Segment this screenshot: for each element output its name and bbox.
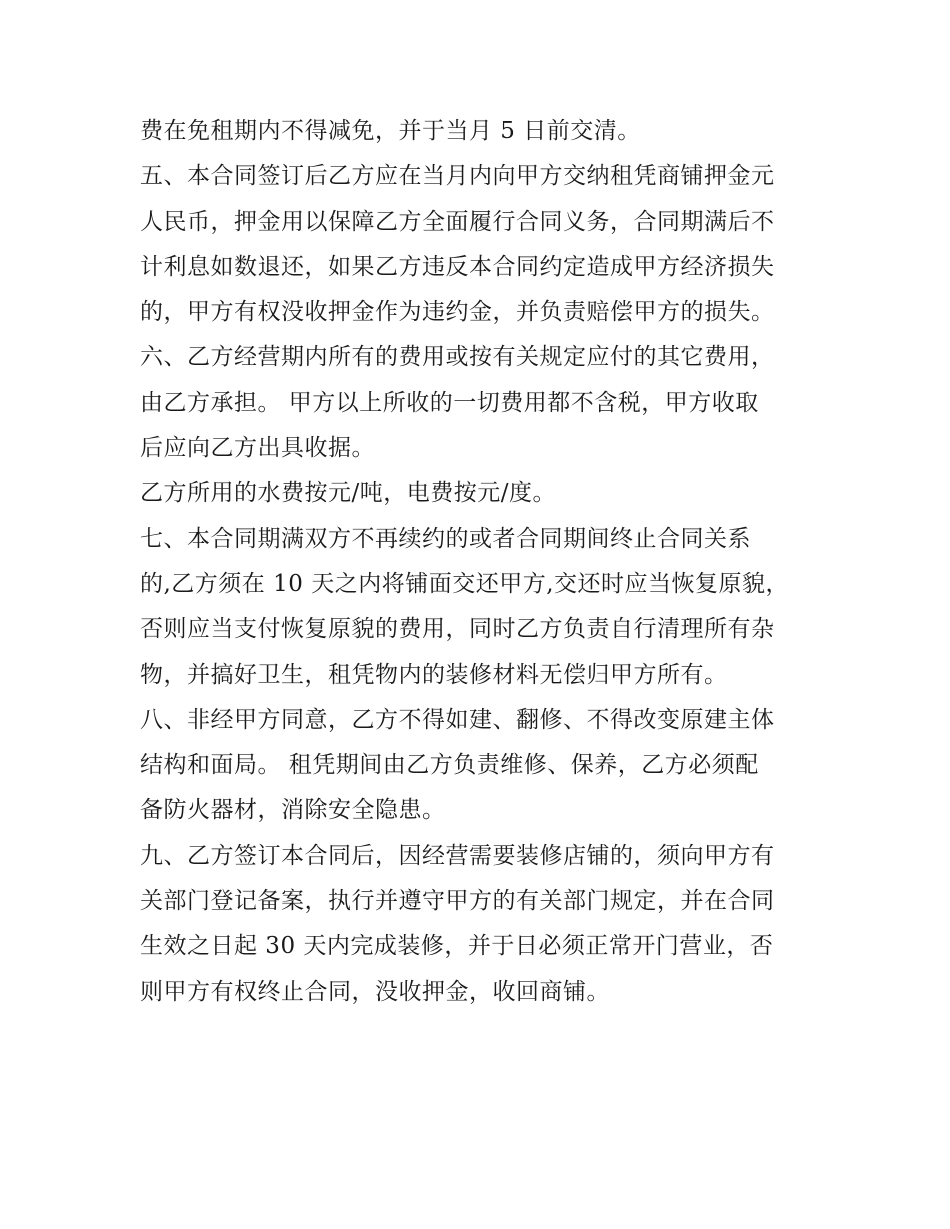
text-line: 生效之日起 30 天内完成装修，并于日必须正常开门营业，否 [140, 933, 774, 960]
text-line: 物，并搞好卫生，租凭物内的装修材料无偿归甲方所有。 [140, 661, 728, 688]
text-line: 否则应当支付恢复原貌的费用，同时乙方负责自行清理所有杂 [140, 616, 775, 643]
text-line: 九、乙方签订本合同后，因经营需要装修店铺的，须向甲方有 [140, 842, 775, 869]
text-line: 费在免租期内不得减免，并于当月 5 日前交清。 [140, 118, 641, 144]
text-line: 的，甲方有权没收押金作为违约金，并负责赔偿甲方的损失。 [140, 299, 775, 326]
text-line: 乙方所用的水费按元/吨，电费按元/度。 [140, 480, 556, 507]
text-line: 备防火器材，消除安全隐患。 [140, 797, 446, 824]
text-line: 五、本合同签订后乙方应在当月内向甲方交纳租凭商铺押金元 [140, 163, 775, 190]
text-line: 结构和面局。 租凭期间由乙方负责维修、保养，乙方必须配 [140, 752, 759, 779]
text-line: 六、乙方经营期内所有的费用或按有关规定应付的其它费用， [140, 344, 775, 371]
text-line: 计利息如数退还，如果乙方违反本合同约定造成甲方经济损失 [140, 253, 775, 280]
text-line: 七、本合同期满双方不再续约的或者合同期间终止合同关系 [140, 525, 751, 552]
text-line: 后应向乙方出具收据。 [140, 435, 375, 462]
text-line: 八、非经甲方同意，乙方不得如建、翻修、不得改变原建主体 [140, 706, 775, 733]
text-line: 由乙方承担。 甲方以上所收的一切费用都不含税，甲方收取 [140, 389, 759, 416]
text-line: 关部门登记备案，执行并遵守甲方的有关部门规定，并在合同 [140, 888, 775, 915]
text-line: 人民币，押金用以保障乙方全面履行合同义务，合同期满后不 [140, 208, 775, 235]
text-line: 则甲方有权终止合同，没收押金，收回商铺。 [140, 978, 610, 1005]
text-line: 的,乙方须在 10 天之内将铺面交还甲方,交还时应当恢复原貌， [140, 570, 790, 597]
contract-text-body [140, 109, 830, 1015]
